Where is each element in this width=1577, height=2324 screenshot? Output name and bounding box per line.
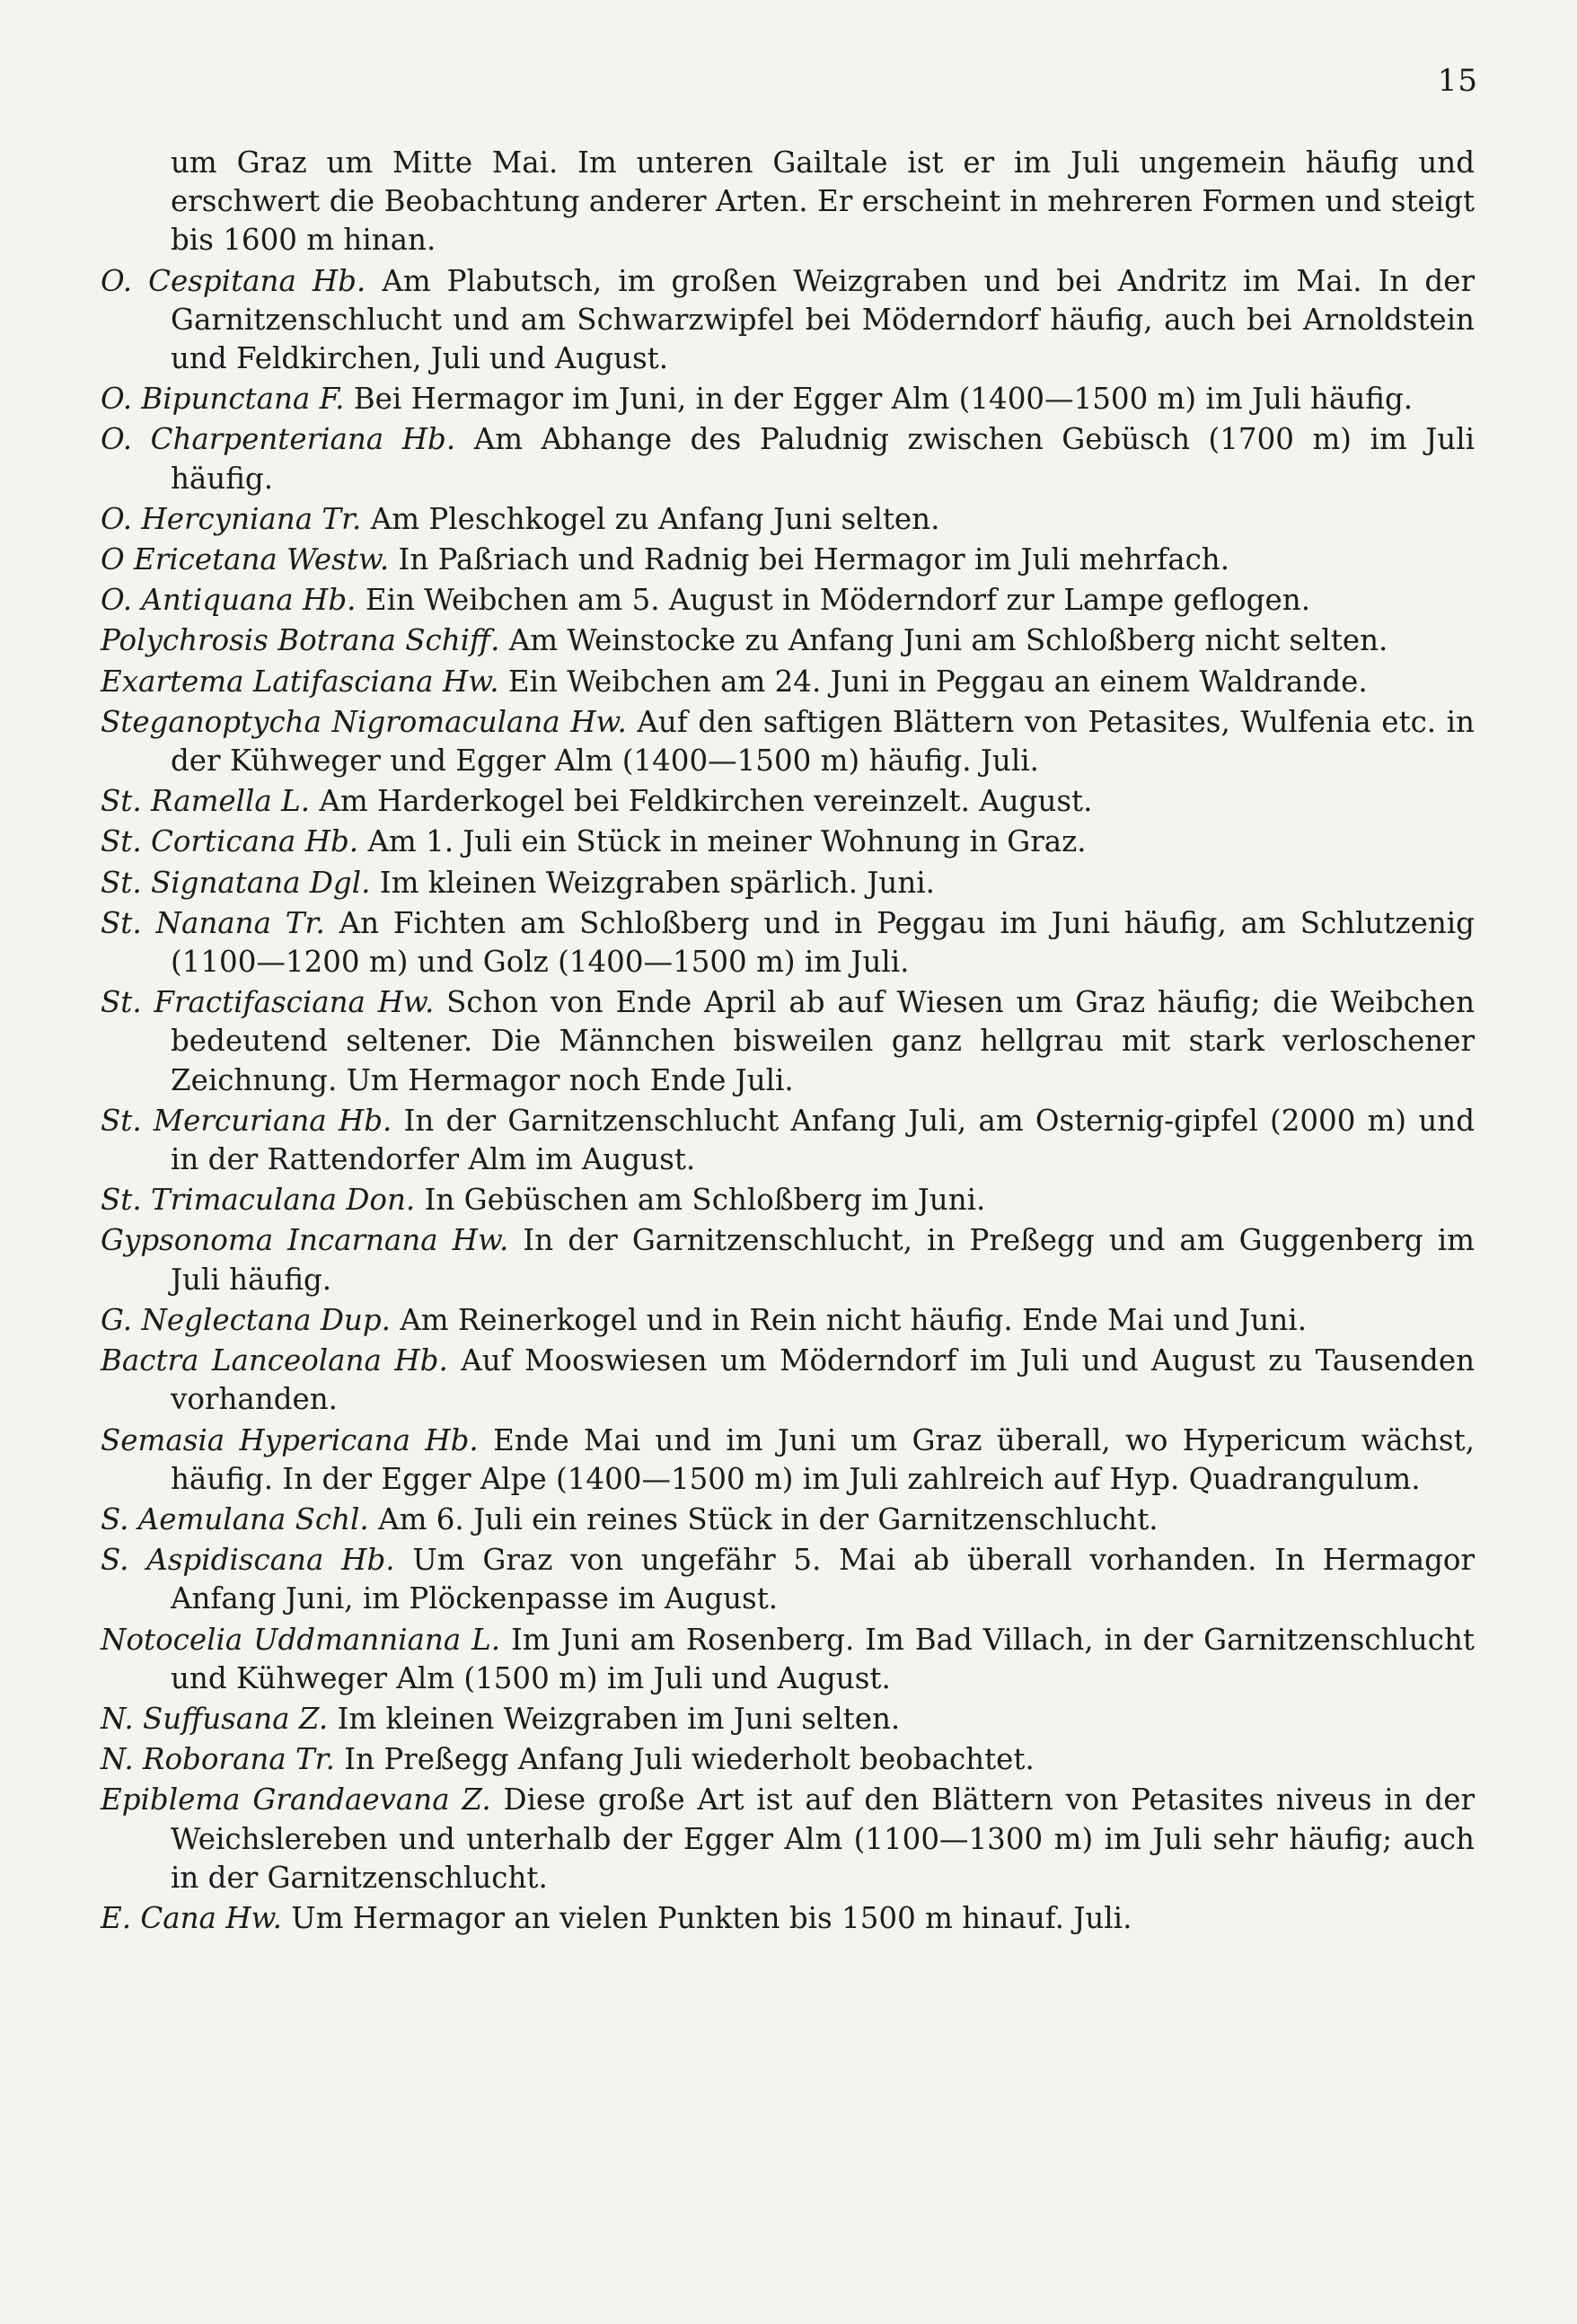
entry bbox=[101, 581, 1475, 620]
entry-text: An Fichten am Schloßberg und in Peggau im Juni häufig, am Schlutzenig (1100—1200 m) und Golz (1400—1500 m) im Juli. bbox=[171, 905, 1475, 980]
species-name: Epiblema Grandaevana Z. bbox=[101, 1783, 491, 1818]
text-block bbox=[101, 144, 1475, 1940]
entry-text: Schon von Ende April ab auf Wiesen um Graz häufig; die Weibchen bedeutend seltener. Die Männchen bisweilen ganz hellgrau mit stark verloschener Zeichnung. Um Hermagor noch Ende Juli. bbox=[171, 985, 1476, 1097]
species-name: E. Cana Hw. bbox=[101, 1900, 282, 1935]
species-name: O. Antiquana Hb. bbox=[101, 583, 357, 618]
entry-text: In Preßegg Anfang Juli wiederholt beobachtet. bbox=[344, 1742, 1035, 1777]
entry bbox=[101, 703, 1475, 780]
entry bbox=[101, 1342, 1475, 1419]
entry-text: Im kleinen Weizgraben im Juni selten. bbox=[337, 1701, 901, 1736]
species-name: Notocelia Uddmanniana L. bbox=[101, 1622, 501, 1657]
page-number: 15 bbox=[1437, 63, 1478, 99]
species-name: O. Bipunctana F. bbox=[101, 382, 345, 417]
entry bbox=[101, 420, 1475, 497]
entry-text: Am Abhange des Paludnig zwischen Gebüsch (1700 m) im Juli häufig. bbox=[171, 422, 1475, 496]
entry bbox=[101, 541, 1475, 579]
species-name: Gypsonoma Incarnana Hw. bbox=[101, 1223, 509, 1258]
entry-text: In Gebüschen am Schloßberg im Juni. bbox=[424, 1183, 986, 1218]
species-name: Semasia Hypericana Hb. bbox=[101, 1422, 479, 1457]
entry bbox=[101, 1422, 1475, 1499]
entry bbox=[101, 823, 1475, 861]
entry bbox=[101, 1541, 1475, 1618]
species-name: St. Mercuriana Hb. bbox=[101, 1103, 392, 1138]
entry-text: In Paßriach und Radnig bei Hermagor im Juli mehrfach. bbox=[398, 542, 1230, 577]
entry bbox=[101, 1181, 1475, 1219]
entry-text: Im kleinen Weizgraben spärlich. Juni. bbox=[379, 865, 936, 900]
entry bbox=[101, 864, 1475, 902]
entry-text: Am Plabutsch, im großen Weizgraben und bei Andritz im Mai. In der Garnitzenschlucht und am Schwarzwipfel bei Möderndorf häufig, auch bei Arnoldstein und Feldkirchen, Juli und August. bbox=[171, 263, 1475, 376]
entry bbox=[101, 1621, 1475, 1698]
entry bbox=[101, 621, 1475, 660]
entry bbox=[101, 983, 1475, 1100]
entry-text: In der Garnitzenschlucht Anfang Juli, am Osternig-gipfel (2000 m) und in der Rattendorfer Alm im August. bbox=[171, 1103, 1475, 1177]
entry-text: Am Pleschkogel zu Anfang Juni selten. bbox=[370, 501, 940, 536]
species-name: O. Hercyniana Tr. bbox=[101, 501, 362, 536]
entry-text: Am Harderkogel bei Feldkirchen vereinzelt. August. bbox=[319, 784, 1093, 819]
entry-text: Auf den saftigen Blättern von Petasites, Wulfenia etc. in der Kühweger und Egger Alm (1400—1500 m) häufig. Juli. bbox=[171, 704, 1475, 779]
entry-text: Ein Weibchen am 24. Juni in Peggau an einem Waldrande. bbox=[507, 664, 1368, 699]
entry bbox=[101, 500, 1475, 539]
entry-text: In der Garnitzenschlucht, in Preßegg und am Guggenberg im Juli häufig. bbox=[171, 1223, 1475, 1297]
entry bbox=[101, 1102, 1475, 1179]
species-name: Polychrosis Botrana Schiff. bbox=[101, 623, 500, 658]
entry bbox=[101, 144, 1475, 260]
species-name: St. Signatana Dgl. bbox=[101, 865, 371, 900]
entry-text: Ende Mai und im Juni um Graz überall, wo Hypericum wächst, häufig. In der Egger Alpe (1400—1500 m) im Juli zahlreich auf Hyp. Quadrangulum. bbox=[171, 1422, 1475, 1496]
entry bbox=[101, 1740, 1475, 1779]
entry-text: Diese große Art ist auf den Blättern von Petasites niveus in der Weichslereben und unterhalb der Egger Alm (1100—1300 m) im Juli sehr häufig; auch in der Garnitzenschlucht. bbox=[171, 1783, 1475, 1895]
entry-text: Um Graz von ungefähr 5. Mai ab überall vorhanden. In Hermagor Anfang Juni, im Plöckenpasse im August. bbox=[171, 1543, 1475, 1616]
entry-text: Auf Mooswiesen um Möderndorf im Juli und August zu Tausenden vorhanden. bbox=[171, 1343, 1475, 1417]
species-name: N. Roborana Tr. bbox=[101, 1742, 335, 1777]
species-name: Bactra Lanceolana Hb. bbox=[101, 1343, 448, 1378]
species-name: O Ericetana Westw. bbox=[101, 542, 390, 577]
entry bbox=[101, 1301, 1475, 1340]
entry-text: Bei Hermagor im Juni, in der Egger Alm (1400—1500 m) im Juli häufig. bbox=[353, 382, 1414, 417]
entry bbox=[101, 1899, 1475, 1938]
species-name: O. Cespitana Hb. bbox=[101, 263, 366, 298]
species-name: St. Fractifasciana Hw. bbox=[101, 985, 435, 1020]
entry-text: Am Weinstocke zu Anfang Juni am Schloßberg nicht selten. bbox=[508, 623, 1388, 658]
species-name: St. Corticana Hb. bbox=[101, 824, 359, 859]
species-name: Steganoptycha Nigromaculana Hw. bbox=[101, 704, 627, 739]
species-name: O. Charpenteriana Hb. bbox=[101, 422, 456, 457]
entry-text: Am 1. Juli ein Stück in meiner Wohnung in Graz. bbox=[367, 824, 1087, 859]
entry bbox=[101, 262, 1475, 379]
entry bbox=[101, 782, 1475, 821]
entry bbox=[101, 1700, 1475, 1739]
entry bbox=[101, 1221, 1475, 1298]
entry-text: Ein Weibchen am 5. August in Möderndorf zur Lampe geflogen. bbox=[365, 583, 1311, 618]
species-name: St. Nanana Tr. bbox=[101, 905, 325, 940]
entry bbox=[101, 380, 1475, 418]
species-name: N. Suffusana Z. bbox=[101, 1701, 329, 1736]
species-name: S. Aemulana Schl. bbox=[101, 1501, 369, 1536]
entry-text: Im Juni am Rosenberg. Im Bad Villach, in der Garnitzenschlucht und Kühweger Alm (1500 m) im Juli und August. bbox=[171, 1622, 1475, 1695]
entry-text: Am Reinerkogel und in Rein nicht häufig. Ende Mai und Juni. bbox=[400, 1302, 1308, 1337]
entry bbox=[101, 1781, 1475, 1897]
species-name: Exartema Latifasciana Hw. bbox=[101, 664, 499, 699]
entry bbox=[101, 1501, 1475, 1539]
species-name: S. Aspidiscana Hb. bbox=[101, 1543, 395, 1578]
entry-text: um Graz um Mitte Mai. Im unteren Gailtale ist er im Juli ungemein häufig und erschwert die Beobachtung anderer Arten. Er erscheint in mehreren Formen und steigt bis 1600 m hinan. bbox=[171, 145, 1475, 258]
entry bbox=[101, 904, 1475, 982]
species-name: St. Trimaculana Don. bbox=[101, 1183, 416, 1218]
entry-text: Am 6. Juli ein reines Stück in der Garnitzenschlucht. bbox=[378, 1501, 1159, 1536]
species-name: St. Ramella L. bbox=[101, 784, 311, 819]
entry-text: Um Hermagor an vielen Punkten bis 1500 m hinauf. Juli. bbox=[291, 1900, 1132, 1935]
entry bbox=[101, 663, 1475, 701]
species-name: G. Neglectana Dup. bbox=[101, 1302, 391, 1337]
